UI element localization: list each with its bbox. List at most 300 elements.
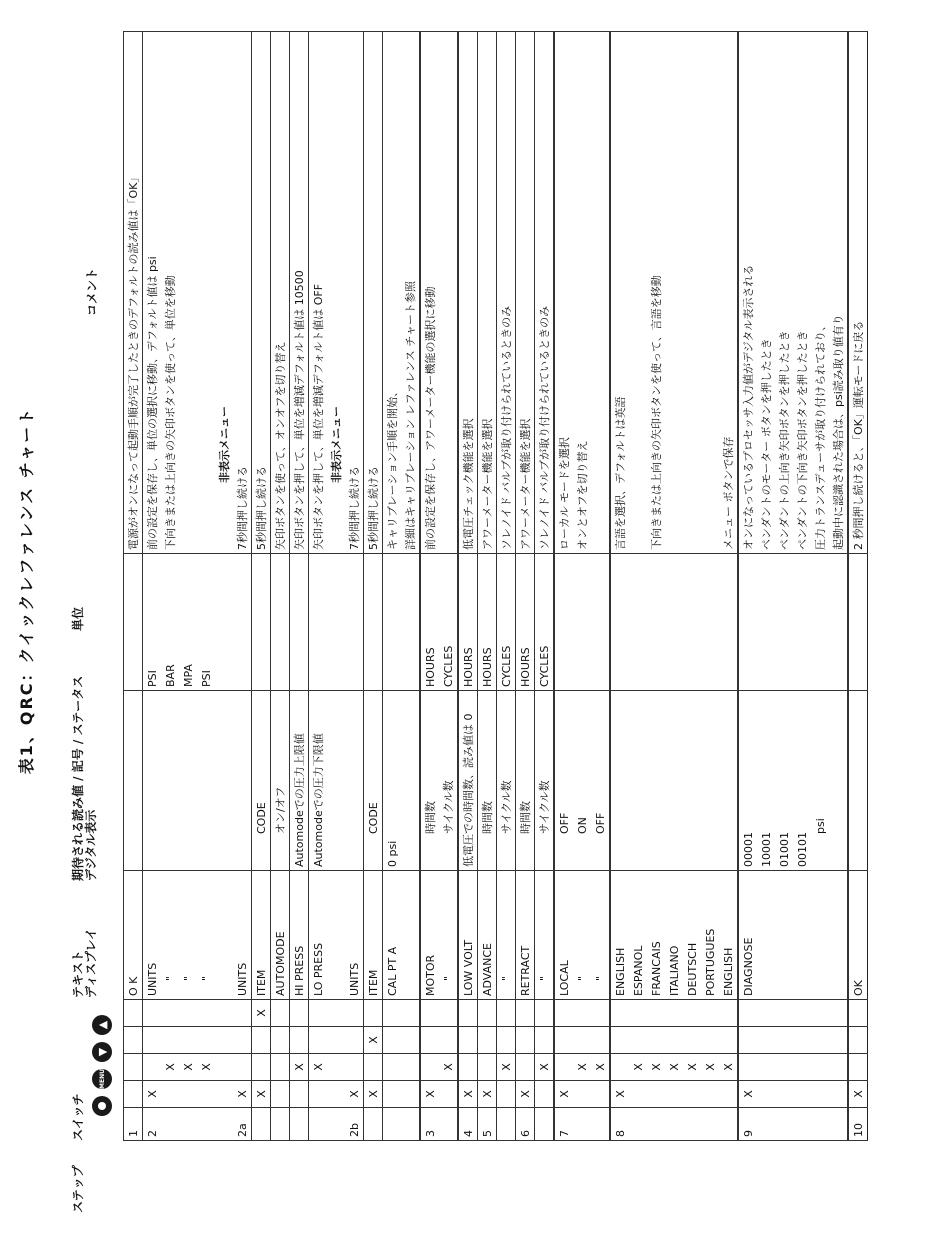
quick-reference-table [123,31,868,1141]
text-display-cell: UNITS [233,871,252,1000]
unit-cell [665,554,683,691]
switch-cell [345,1054,364,1081]
switch-cell [271,1000,290,1027]
switch-cell: X [364,1081,383,1108]
unit-cell [215,554,233,691]
comment-cell [683,32,701,554]
switch-cell [554,1027,573,1054]
switch-cell [478,1000,497,1027]
switch-cell: X [478,1081,497,1108]
comment-cell: 矢印ボタンを押して、単位を増減デフォルト値は OFF [309,32,328,554]
switch-cell [497,1027,516,1054]
step-cell [252,1108,271,1141]
expected-reading-cell [179,691,197,871]
switch-cell [179,1027,197,1054]
comment-cell: キャリブレーション手順を開始、 [383,32,402,554]
comment-cell: 非表示メニュー [215,32,233,554]
comment-cell: ソレノイド バルブが取り付けられているときのみ [497,32,516,554]
expected-reading-cell: サイクル数 [535,691,555,871]
switch-cell [610,1054,629,1081]
switch-cell [439,1027,458,1054]
switch-cell [271,1054,290,1081]
switch-cell [775,1027,793,1054]
step-cell [439,1108,458,1141]
comment-cell: アワーメーター機能を選択 [516,32,535,554]
switch-cell: X [143,1081,162,1108]
switch-cell: X [252,1081,271,1108]
unit-cell: HOURS [420,554,439,691]
unit-cell [573,554,591,691]
switch-cell [848,1054,868,1081]
switch-cell [327,1027,345,1054]
unit-cell [554,554,573,691]
switch-cell [829,1054,848,1081]
switch-cell [516,1054,535,1081]
expected-reading-cell: 時間数 [478,691,497,871]
switch-cell [233,1000,252,1027]
step-cell [573,1108,591,1141]
unit-cell [309,554,328,691]
expected-reading-cell: 01001 [775,691,793,871]
switch-cell [497,1000,516,1027]
switch-cell [683,1000,701,1027]
text-display-cell: MOTOR [420,871,439,1000]
switch-cell: X [197,1054,215,1081]
quick-reference-table-body [124,32,868,1141]
comment-cell: オンとオフを切り替え [573,32,591,554]
switch-cell [383,1054,402,1081]
switch-cell [161,1081,179,1108]
switch-cell [124,1000,143,1027]
switch-cell [516,1027,535,1054]
switch-cell [719,1000,738,1027]
comment-cell [665,32,683,554]
switch-cell [458,1000,478,1027]
switch-cell [401,1027,420,1054]
expected-reading-cell [143,691,162,871]
expected-reading-cell: 低電圧での時間数、読み値は 0 [458,691,478,871]
switch-cell [383,1081,402,1108]
text-display-cell: O K [124,871,143,1000]
switch-cell: X [719,1054,738,1081]
expected-reading-cell [848,691,868,871]
table-row [516,32,535,1141]
switch-cell [665,1000,683,1027]
switch-cell [738,1054,757,1081]
text-display-cell: " [497,871,516,1000]
comment-cell: 矢印ボタンを使って、オンオフを切り替え [271,32,290,554]
comment-cell: メニュー ボタンで保存 [719,32,738,554]
switch-cell [757,1000,775,1027]
step-cell [364,1108,383,1141]
text-display-cell [829,871,848,1000]
text-display-cell [401,871,420,1000]
switch-cell [811,1000,829,1027]
expected-reading-cell [719,691,738,871]
expected-reading-cell [701,691,719,871]
text-display-cell: ADVANCE [478,871,497,1000]
table-row [610,32,629,1141]
switch-cell: X [309,1054,328,1081]
expected-reading-cell [161,691,179,871]
switch-cell [610,1000,629,1027]
step-cell [497,1108,516,1141]
text-display-cell: ENGLISH [719,871,738,1000]
text-display-cell: ESPANOL [629,871,647,1000]
text-display-cell: ITALIANO [665,871,683,1000]
table-row [290,32,309,1141]
comment-cell [591,32,610,554]
table-row [478,32,497,1141]
step-cell [647,1108,665,1141]
comment-cell: 下向きまたは上向きの矢印ボタンを使って、単位を移動 [161,32,179,554]
switch-cell [829,1027,848,1054]
unit-cell: MPA [179,554,197,691]
switch-cell [439,1000,458,1027]
switch-cell [290,1000,309,1027]
switch-cell [811,1081,829,1108]
switch-cell: X [290,1054,309,1081]
switch-cell [535,1027,555,1054]
text-display-cell: HI PRESS [290,871,309,1000]
table-row [143,32,162,1141]
step-cell: 8 [610,1108,629,1141]
text-display-cell: " [197,871,215,1000]
expected-reading-cell [610,691,629,871]
unit-cell: CYCLES [535,554,555,691]
expected-reading-cell [124,691,143,871]
comment-cell: ローカル モードを選択 [554,32,573,554]
text-display-cell: LOW VOLT [458,871,478,1000]
header-switch: スイッチ [71,1093,85,1141]
expected-reading-cell: オン/オフ [271,691,290,871]
unit-cell [811,554,829,691]
switch-cell [458,1027,478,1054]
unit-cell [793,554,811,691]
switch-cell [252,1027,271,1054]
table-row [179,32,197,1141]
step-cell [829,1108,848,1141]
unit-cell [683,554,701,691]
switch-cell [535,1081,555,1108]
switch-cell [327,1081,345,1108]
switch-cell: X [161,1054,179,1081]
arrow-down-button-icon: ▼ [92,1042,112,1062]
text-display-cell [775,871,793,1000]
text-display-cell [327,871,345,1000]
unit-cell [591,554,610,691]
switch-cell [793,1027,811,1054]
comment-cell: 5秒間押し続ける [364,32,383,554]
step-cell [197,1108,215,1141]
table-row [829,32,848,1141]
unit-cell [610,554,629,691]
table-row [665,32,683,1141]
switch-cell [161,1027,179,1054]
switch-cell [327,1054,345,1081]
switch-cell [573,1081,591,1108]
expected-reading-cell: psi [811,691,829,871]
comment-cell: ソレノイド バルブが取り付けられているときのみ [535,32,555,554]
step-cell [161,1108,179,1141]
table-row [738,32,757,1141]
header-comment: コメント [85,267,99,316]
switch-cell [738,1027,757,1054]
switch-cell: X [610,1081,629,1108]
switch-cell [757,1081,775,1108]
comment-cell: ペンダントのモーター ボタンを押したとき [757,32,775,554]
table-row [719,32,738,1141]
switch-cell [573,1027,591,1054]
text-display-cell: " [439,871,458,1000]
comment-cell: 下向きまたは上向きの矢印ボタンを使って、言語を移動 [647,32,665,554]
table-row [439,32,458,1141]
switch-cell: X [848,1081,868,1108]
table-row [757,32,775,1141]
switch-cell [197,1081,215,1108]
switch-cell [629,1027,647,1054]
unit-cell [383,554,402,691]
unit-cell [124,554,143,691]
expected-reading-cell: 00101 [793,691,811,871]
step-cell: 1 [124,1108,143,1141]
document-title: 表1、QRC：クイックレファレンス チャート [17,406,36,775]
switch-cell [179,1000,197,1027]
switch-cell [215,1027,233,1054]
switch-cell [701,1000,719,1027]
switch-cell [665,1081,683,1108]
switch-cell [143,1000,162,1027]
comment-cell: ペンダントの下向き矢印ボタンを押したとき [793,32,811,554]
text-display-cell: " [573,871,591,1000]
comment-cell: ペンダントの上向き矢印ボタンを押したとき [775,32,793,554]
text-display-cell: ENGLISH [610,871,629,1000]
switch-cell [327,1000,345,1027]
step-cell [793,1108,811,1141]
step-cell: 4 [458,1108,478,1141]
text-display-cell [757,871,775,1000]
expected-reading-cell: OFF [554,691,573,871]
switch-cell [647,1081,665,1108]
expected-reading-cell: サイクル数 [439,691,458,871]
unit-cell [647,554,665,691]
unit-cell [701,554,719,691]
unit-cell [327,554,345,691]
unit-cell: PSI [197,554,215,691]
text-display-cell: AUTOMODE [271,871,290,1000]
text-display-cell: LOCAL [554,871,573,1000]
step-cell [811,1108,829,1141]
switch-cell [420,1027,439,1054]
step-cell: 2 [143,1108,162,1141]
table-row [197,32,215,1141]
step-cell: 3 [420,1108,439,1141]
text-display-cell: ITEM [252,871,271,1000]
table-row [252,32,271,1141]
switch-cell [271,1081,290,1108]
switch-cell [757,1027,775,1054]
expected-reading-cell [683,691,701,871]
expected-reading-cell: 10001 [757,691,775,871]
table-row [383,32,402,1141]
table-row [535,32,555,1141]
switch-cell: X [629,1054,647,1081]
unit-cell [775,554,793,691]
switch-cell [401,1000,420,1027]
comment-cell: 詳細はキャリブレーション レファレンス チャート参照 [401,32,420,554]
step-cell [775,1108,793,1141]
text-display-cell [793,871,811,1000]
expected-reading-cell [401,691,420,871]
switch-cell [401,1081,420,1108]
switch-cell [775,1081,793,1108]
switch-cell [478,1054,497,1081]
comment-cell [179,32,197,554]
text-display-cell: DEUTSCH [683,871,701,1000]
text-display-cell: DIAGNOSE [738,871,757,1000]
switch-cell: X [683,1054,701,1081]
unit-cell: BAR [161,554,179,691]
switch-cell [683,1027,701,1054]
expected-reading-cell [345,691,364,871]
unit-cell: HOURS [478,554,497,691]
expected-reading-cell [215,691,233,871]
text-display-cell [215,871,233,1000]
switch-cell [757,1054,775,1081]
switch-cell: X [345,1081,364,1108]
switch-cell [401,1054,420,1081]
header-unit: 単位 [71,606,85,631]
table-row [683,32,701,1141]
switch-cell [124,1027,143,1054]
switch-cell [591,1000,610,1027]
switch-cell [629,1081,647,1108]
switch-cell [161,1000,179,1027]
comment-cell: 非表示メニュー [327,32,345,554]
switch-cell: X [647,1054,665,1081]
text-display-cell: " [179,871,197,1000]
switch-cell [124,1054,143,1081]
text-display-cell: LO PRESS [309,871,328,1000]
switch-cell [252,1054,271,1081]
text-display-cell: FRANCAIS [647,871,665,1000]
switch-cell: X [497,1054,516,1081]
table-row [793,32,811,1141]
text-display-cell: RETRACT [516,871,535,1000]
switch-cell [345,1000,364,1027]
switch-cell [610,1027,629,1054]
unit-cell: HOURS [516,554,535,691]
expected-reading-cell [829,691,848,871]
comment-cell: 7秒間押し続ける [345,32,364,554]
switch-cell [647,1000,665,1027]
switch-cell [233,1054,252,1081]
table-row [401,32,420,1141]
text-display-cell: PORTUGUES [701,871,719,1000]
unit-cell: CYCLES [497,554,516,691]
comment-cell: 2 秒間押し続けると、「OK」運転モードに戻る [848,32,868,554]
switch-cell: X [701,1054,719,1081]
switch-cell: X [420,1081,439,1108]
comment-cell: 低電圧チェック機能を選択 [458,32,478,554]
step-cell [535,1108,555,1141]
switch-cell [683,1081,701,1108]
unit-cell [252,554,271,691]
comment-cell [701,32,719,554]
switch-cell [719,1027,738,1054]
switch-cell [383,1000,402,1027]
step-cell: 6 [516,1108,535,1141]
expected-reading-cell: Automodeでの圧力下限値 [309,691,328,871]
switch-cell [573,1000,591,1027]
switch-cell [701,1027,719,1054]
switch-cell [793,1081,811,1108]
switch-cell: X [364,1027,383,1054]
table-row [811,32,829,1141]
unit-cell [829,554,848,691]
switch-cell [197,1027,215,1054]
step-cell [683,1108,701,1141]
switch-cell [738,1000,757,1027]
step-cell [401,1108,420,1141]
unit-cell [629,554,647,691]
step-cell [757,1108,775,1141]
text-display-cell: " [535,871,555,1000]
switch-cell [478,1027,497,1054]
text-display-cell: UNITS [345,871,364,1000]
comment-cell: 矢印ボタンを押して、単位を増減デフォルト値は 10500 [290,32,309,554]
switch-cell [383,1027,402,1054]
step-cell [271,1108,290,1141]
expected-reading-cell: サイクル数 [497,691,516,871]
unit-cell [271,554,290,691]
switch-cell: X [535,1054,555,1081]
switch-cell [811,1027,829,1054]
step-cell: 7 [554,1108,573,1141]
switch-cell: X [233,1081,252,1108]
expected-reading-cell [197,691,215,871]
expected-reading-cell: 時間数 [516,691,535,871]
switch-cell [420,1000,439,1027]
header-step: ステップ [71,1165,85,1213]
comment-cell: オンになっているプロセッサ入力値がデジタル表示される [738,32,757,554]
switch-cell [290,1081,309,1108]
table-row [629,32,647,1141]
table-row [458,32,478,1141]
comment-cell: 前の設定を保存し、アワーメーター機能の選択に移動 [420,32,439,554]
switch-cell: X [458,1081,478,1108]
table-row [271,32,290,1141]
unit-cell [401,554,420,691]
table-row [215,32,233,1141]
switch-cell [364,1054,383,1081]
switch-cell [309,1081,328,1108]
table-row [848,32,868,1141]
switch-cell [309,1027,328,1054]
expected-reading-cell [629,691,647,871]
step-cell [383,1108,402,1141]
step-cell [719,1108,738,1141]
switch-cell: X [738,1081,757,1108]
text-display-cell: CAL PT A [383,871,402,1000]
switch-cell [647,1027,665,1054]
switch-cell [848,1027,868,1054]
switch-cell: X [573,1054,591,1081]
table-row [701,32,719,1141]
switch-cell [124,1081,143,1108]
switch-cell [554,1000,573,1027]
text-display-cell: UNITS [143,871,162,1000]
